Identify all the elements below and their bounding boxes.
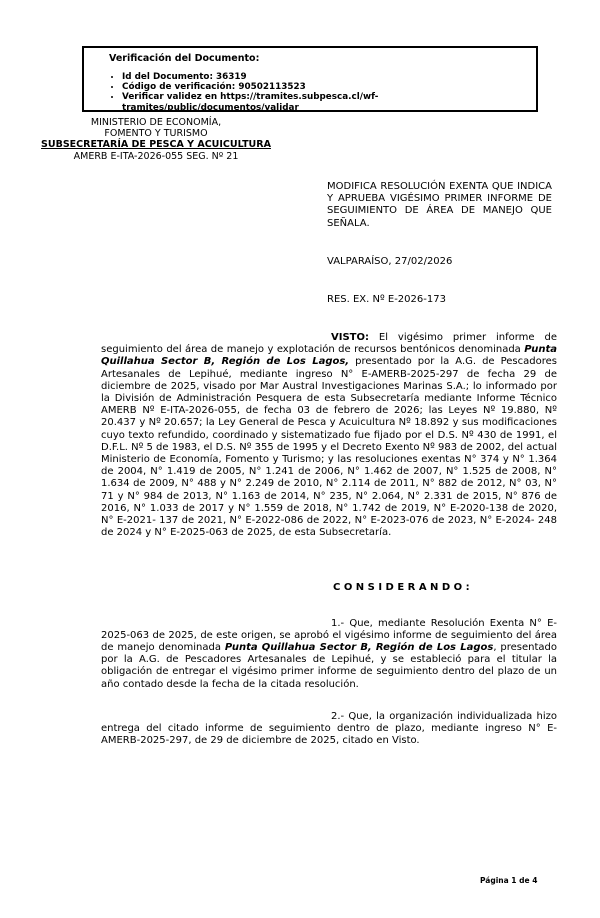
ministry-line-1: MINISTERIO DE ECONOMÍA, <box>90 117 222 128</box>
resolution-number: RES. EX. Nº E-2026-173 <box>327 294 446 306</box>
ministry-line-2: FOMENTO Y TURISMO <box>104 128 208 140</box>
subsecretaria-line: SUBSECRETARÍA DE PESCA Y ACUICULTURA <box>41 139 271 151</box>
verification-list <box>109 72 528 113</box>
considerando-paragraph-1: 1.- Que, mediante Resolución Exenta N° E-2025-063 de 2025, de este origen, se aprobó el vigésimo informe de seguimiento del área de manejo denominada Punta Quillahua Sector B, Región de Los Lagos, presentado por la A.G. de Pescadores Artesanales de Lepihué, y se estableció para el titular la obligación de entregar el vigésimo primer informe de seguimiento dentro del plazo de un año contado desde la fecha de la citada resolución. <box>101 617 557 690</box>
amerb-reference: AMERB E-ITA-2026-055 SEG. Nº 21 <box>73 150 239 162</box>
verification-item-url: • Verificar validez en https://tramites.subpesca.cl/wf-tramites/public/documentos/validar <box>122 92 528 112</box>
verification-item-document-id: • Id del Documento: 36319 <box>122 72 528 82</box>
verification-item-code: • Código de verificación: 90502113523 <box>122 82 528 92</box>
verification-box <box>82 46 538 112</box>
considerando-paragraph-2: 2.- Que, la organización individualizada hizo entrega del citado informe de seguimiento dentro de plazo, mediante ingreso N° E-AMERB-2025-297, de 29 de diciembre de 2025, citado en Visto. <box>101 710 557 747</box>
letterhead <box>35 117 277 162</box>
title-block <box>327 181 552 306</box>
place-date: VALPARAÍSO, 27/02/2026 <box>327 255 453 267</box>
considerando-heading: C O N S I D E R A N D O : <box>333 582 470 594</box>
verification-title: Verificación del Documento: <box>109 53 260 64</box>
visto-paragraph: VISTO: El vigésimo primer informe de seguimiento del área de manejo y explotación de recursos bentónicos denominada Punta Quillahua Sector B, Región de Los Lagos, presentado por la A.G. de Pescadores Artesanales de Lepihué, mediante ingreso N° E-AMERB-2025-297 de fecha 29 de diciembre de 2025, visado por Mar Austral Investigaciones Marinas S.A.; lo informado por la División de Administración Pesquera de esta Subsecretaría mediante Informe Técnico AMERB Nº E-ITA-2026-055, de fecha 03 de febrero de 2026; las Leyes Nº 19.880, Nº 20.437 y Nº 20.657; la Ley General de Pesca y Acuicultura Nº 18.892 y sus modificaciones cuyo texto refundido, coordinado y sistematizado fue fijado por el D.S. Nº 430 de 1991, el D.F.L. Nº 5 de 1983, el D.S. Nº 355 de 1995 y el Decreto Exento Nº 983 de 2002, del actual Ministerio de Economía, Fomento y Turismo; y las resoluciones exentas N° 374 y N° 1.364 de 2004, N° 1.419 de 2005, N° 1.241 de 2006, N° 1.462 de 2007, N° 1.525 de 2008, N° 1.634 de 2009, N° 488 y N° 2.249 de 2010, N° 2.114 de 2011, N° 882 de 2012, N° 03, N° 71 y N° 984 de 2013, N° 1.163 de 2014, N° 235, N° 2.064, N° 2.331 de 2015, N° 876 de 2016, N° 1.033 de 2017 y N° 1.559 de 2018, N° 1.742 de 2019, N° E-2020-138 de 2020, N° E-2021- 137 de 2021, N° E-2022-086 de 2022, N° E-2023-076 de 2023, N° E-2024- 248 de 2024 y N° E-2025-063 de 2025, de esta Subsecretaría. <box>101 332 557 539</box>
resolution-body <box>101 332 557 747</box>
page-number: Página 1 de 4 <box>480 876 538 885</box>
resolution-subject: MODIFICA RESOLUCIÓN EXENTA QUE INDICA Y APRUEBA VIGÉSIMO PRIMER INFORME DE SEGUIMIENTO DE ÁREA DE MANEJO QUE SEÑALA. <box>327 181 552 229</box>
